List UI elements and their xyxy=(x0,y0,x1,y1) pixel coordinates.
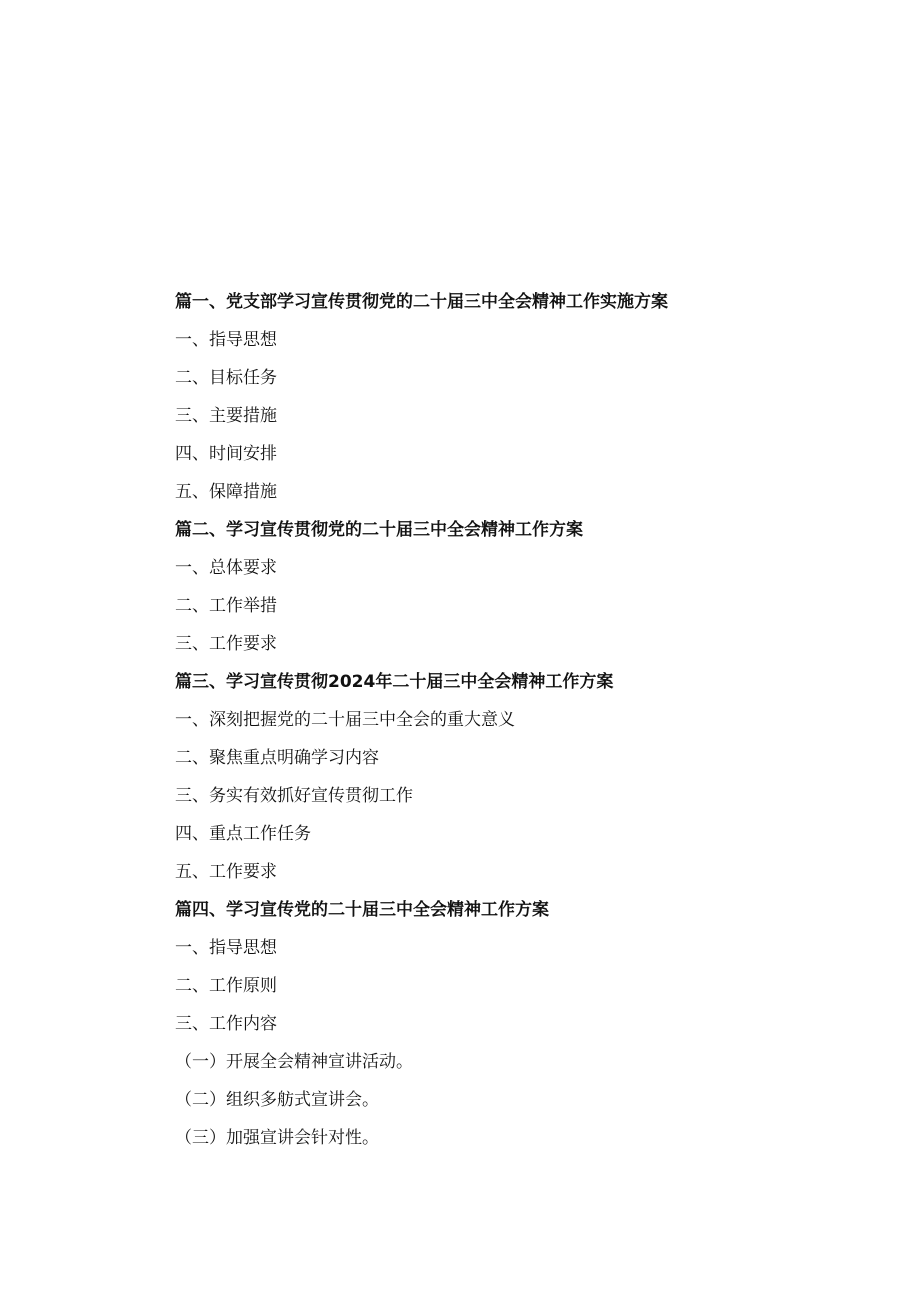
toc-item: 一、深刻把握党的二十届三中全会的重大意义 xyxy=(175,710,515,730)
toc-item: 四、时间安排 xyxy=(175,444,277,464)
toc-item: 三、工作要求 xyxy=(175,634,277,654)
table-of-contents xyxy=(175,283,875,1157)
toc-item: 一、指导思想 xyxy=(175,938,277,958)
toc-subitem: （二）组织多舫式宣讲会。 xyxy=(175,1090,379,1110)
toc-heading-part-1: 篇一、党支部学习宣传贯彻党的二十届三中全会精神工作实施方案 xyxy=(175,292,668,312)
toc-subitem: （三）加强宣讲会针对性。 xyxy=(175,1128,379,1148)
toc-item: 五、保障措施 xyxy=(175,482,277,502)
toc-item: 一、总体要求 xyxy=(175,558,277,578)
toc-item: 二、工作原则 xyxy=(175,976,277,996)
toc-heading-part-3: 篇三、学习宣传贯彻2024年二十届三中全会精神工作方案 xyxy=(175,672,614,692)
toc-item: 二、工作举措 xyxy=(175,596,277,616)
toc-item: 五、工作要求 xyxy=(175,862,277,882)
toc-heading-part-2: 篇二、学习宣传贯彻党的二十届三中全会精神工作方案 xyxy=(175,520,583,540)
toc-item: 二、目标任务 xyxy=(175,368,277,388)
toc-subitem: （一）开展全会精神宣讲活动。 xyxy=(175,1052,413,1072)
toc-item: 四、重点工作任务 xyxy=(175,824,311,844)
toc-item: 三、务实有效抓好宣传贯彻工作 xyxy=(175,786,413,806)
toc-item: 一、指导思想 xyxy=(175,330,277,350)
toc-item: 三、工作内容 xyxy=(175,1014,277,1034)
toc-item: 三、主要措施 xyxy=(175,406,277,426)
toc-item: 二、聚焦重点明确学习内容 xyxy=(175,748,379,768)
toc-heading-part-4: 篇四、学习宣传党的二十届三中全会精神工作方案 xyxy=(175,900,549,920)
